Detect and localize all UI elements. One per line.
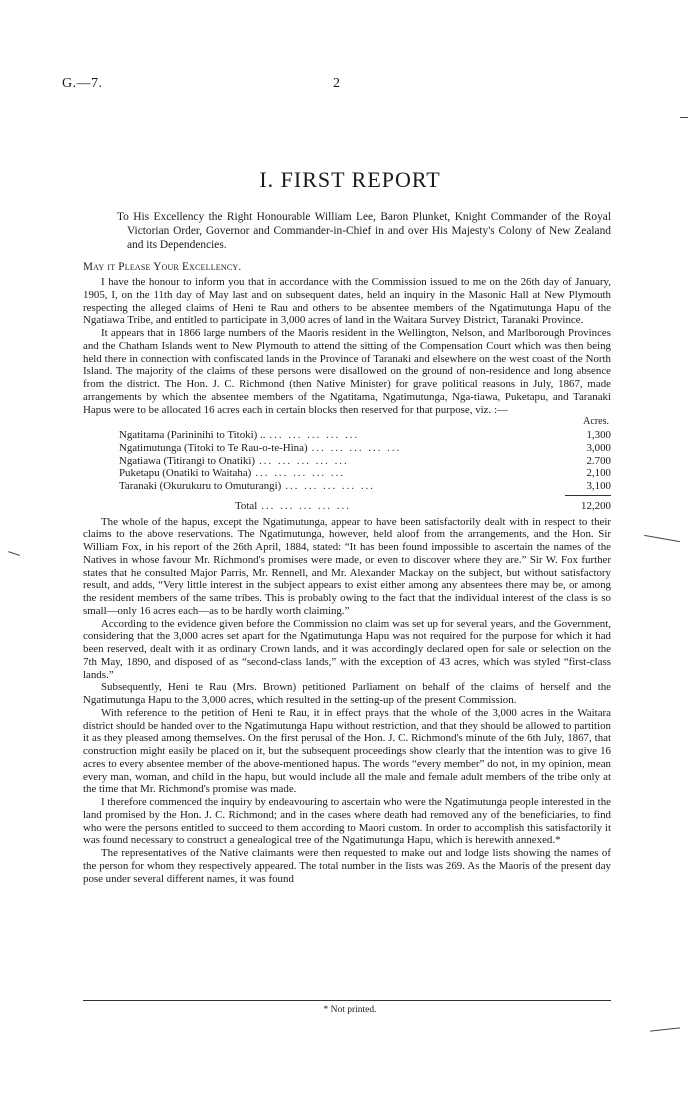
table-total-row — [83, 500, 611, 513]
dot-leader: ... ... ... ... ... — [285, 480, 375, 492]
margin-mark — [644, 535, 680, 542]
paragraph-6: With reference to the petition of Heni te Rau, it in effect prays that the whole of the 3,000 acres in the Waitara district should be handed over to the Ngatimutunga Hapu without restriction, and that they should be allowed to partition it as they pleased among themselves. On the first perusal of the Hon. J. C. Richmond's minute of the 6th July, 1867, that construction might easily be placed on it, but the subsequent proceedings show clearly that the intention was to give 16 acres to every absentee member of the above-mentioned hapus. The words “every member” do not, in my opinion, mean every man, woman, and child in the hapu, but would include all the male and female adult members of the tribe only at the time that Mr. Richmond's promise was made. — [83, 706, 611, 796]
margin-mark — [680, 117, 688, 118]
total-rule — [565, 495, 611, 496]
hapu-name: Puketapu (Onatiki to Waitaha) — [119, 467, 252, 480]
hapu-acres: 3,000 — [586, 441, 611, 454]
acres-column-header: Acres. — [583, 416, 609, 428]
salutation: May it Please Your Excellency. — [83, 261, 242, 273]
table-row — [83, 442, 611, 455]
report-body — [83, 276, 611, 885]
margin-mark — [650, 1027, 680, 1031]
report-title: I. FIRST REPORT — [259, 167, 441, 192]
paragraph-3: The whole of the hapus, except the Ngatimutunga, appear to have been satisfactorily dealt with in respect to their claims to the above reservations. The Ngatimutunga, however, held aloof from the arrangements, and the Hon. Sir William Fox, in his report of the 26th April, 1884, stated: “It has been found impossible to ascertain the names of the Natives in whose favour Mr. Richmond's promises were made, or even to discover where they are.” Sir W. Fox further states that he consulted Major Parris, Mr. Rennell, and Mr. Alexander Mackay on the subject, but without satisfactory result, and adds, “Very little interest in the subject appears to exist either among any absentees there may be, or among the resident members of the same tribes. This is probably owing to the fact that the individual interest of the class is so small—only 16 acres each—as to be hardly worth claiming.” — [83, 515, 611, 617]
dot-leader: ... ... ... ... ... — [259, 454, 349, 467]
dot-leader: ... ... ... ... ... — [255, 467, 346, 480]
table-row — [83, 429, 611, 442]
hapu-name: Ngatitama (Parininihi to Titoki) .. — [119, 429, 266, 441]
total-label: Total — [235, 499, 258, 512]
table-row — [83, 480, 611, 493]
hapu-name: Ngatimutunga (Titoki to Te Rau-o-te-Hina) — [119, 441, 308, 454]
hapu-acres: 1,300 — [586, 429, 611, 441]
table-row — [83, 455, 611, 468]
margin-mark — [8, 551, 20, 556]
hapu-name: Taranaki (Okurukuru to Omuturangi) — [119, 480, 282, 492]
footnote-rule — [83, 1000, 611, 1001]
dot-leader: ... ... ... ... ... — [311, 441, 402, 454]
total-acres: 12,200 — [581, 499, 611, 512]
paragraph-1: I have the honour to inform you that in accordance with the Commission issued to me on the 26th day of January, 1905, I, on the 11th day of May last and on subsequent dates, held an inquiry in the Masonic Hall at New Plymouth respecting the alleged claims of Heni te Rau and others to be absentee members of the Ngatimutunga Hapu of the Ngatiawa Tribe, and entitled to participate in 3,000 acres of land in the Waitara Survey District, Taranaki Province. — [83, 276, 611, 327]
paragraph-8: The representatives of the Native claimants were then requested to make out and lodge lists showing the names of the person for whom they respectively appeared. The total number in the lists was 269. As the Maoris of the present day pose under several different names, it was found — [83, 847, 611, 885]
paragraph-7: I therefore commenced the inquiry by endeavouring to ascertain who were the Ngatimutunga people interested in the land promised by the Hon. J. C. Richmond; and in the cases where death had removed any of the beneficiaries, to find who were the persons entitled to succeed to them according to Maori custom. In order to accomplish this satisfactorily it was found necessary to construct a genealogical tree of the Ngatimutunga Hapu, which is herewith annexed.* — [83, 796, 611, 847]
footnote: * Not printed. — [323, 1005, 377, 1015]
paragraph-2: It appears that in 1866 large numbers of the Maoris resident in the Wellington, Nelson, and Marlborough Provinces and the Chatham Islands went to New Plymouth to attend the sitting of the Compensation Court which was then being held there in connection with confiscated lands in the Province of Taranaki and elsewhere on the west coast of the North Island. The majority of the claims of these persons were disallowed on the ground of non-residence and long absence from the district. The Hon. J. C. Richmond (then Native Minister) for grave political reasons in July, 1867, made arrangements by which the absentee members of the Ngatitama, Ngatimutunga, Nga-tiawa, Puketapu, and Taranaki Hapus were to be allocated 16 acres each in certain blocks then reserved for that purpose, viz. :— — [83, 327, 611, 416]
paragraph-4: According to the evidence given before the Commission no claim was set up for several years, and the Government, considering that the 3,000 acres set apart for the Ngatimutunga Hapu was not required for the purpose for which it had been reserved, dealt with it as ordinary Crown lands, and it was accordingly declared open for sale or selection on the 7th May, 1890, and disposed of as “second-class lands,” with the exception of 43 acres, which was styled “first-class lands.” — [83, 617, 611, 681]
hapu-acres: 2.700 — [586, 454, 611, 467]
document-reference: G.—7. — [62, 76, 103, 91]
hapu-name: Ngatiawa (Titirangi to Onatiki) — [119, 454, 256, 467]
hapu-acres: 3,100 — [586, 480, 611, 492]
table-row — [83, 467, 611, 480]
paragraph-5: Subsequently, Heni te Rau (Mrs. Brown) petitioned Parliament on behalf of the claims of herself and the Ngatimutunga Hapu to the 3,000 acres, which resulted in the setting-up of the present Commission. — [83, 681, 611, 706]
dot-leader: ... ... ... ... ... — [261, 499, 351, 512]
page-number: 2 — [333, 76, 340, 91]
address-paragraph: To His Excellency the Right Honourable William Lee, Baron Plunket, Knight Commander of the Royal Victorian Order, Governor and Commander-in-Chief in and over His Majesty's Colony of New Zealand and its Dependencies. — [117, 211, 611, 251]
hapu-acres: 2,100 — [586, 467, 611, 480]
dot-leader: ... ... ... ... ... — [269, 429, 360, 441]
allocation-table — [83, 416, 611, 512]
